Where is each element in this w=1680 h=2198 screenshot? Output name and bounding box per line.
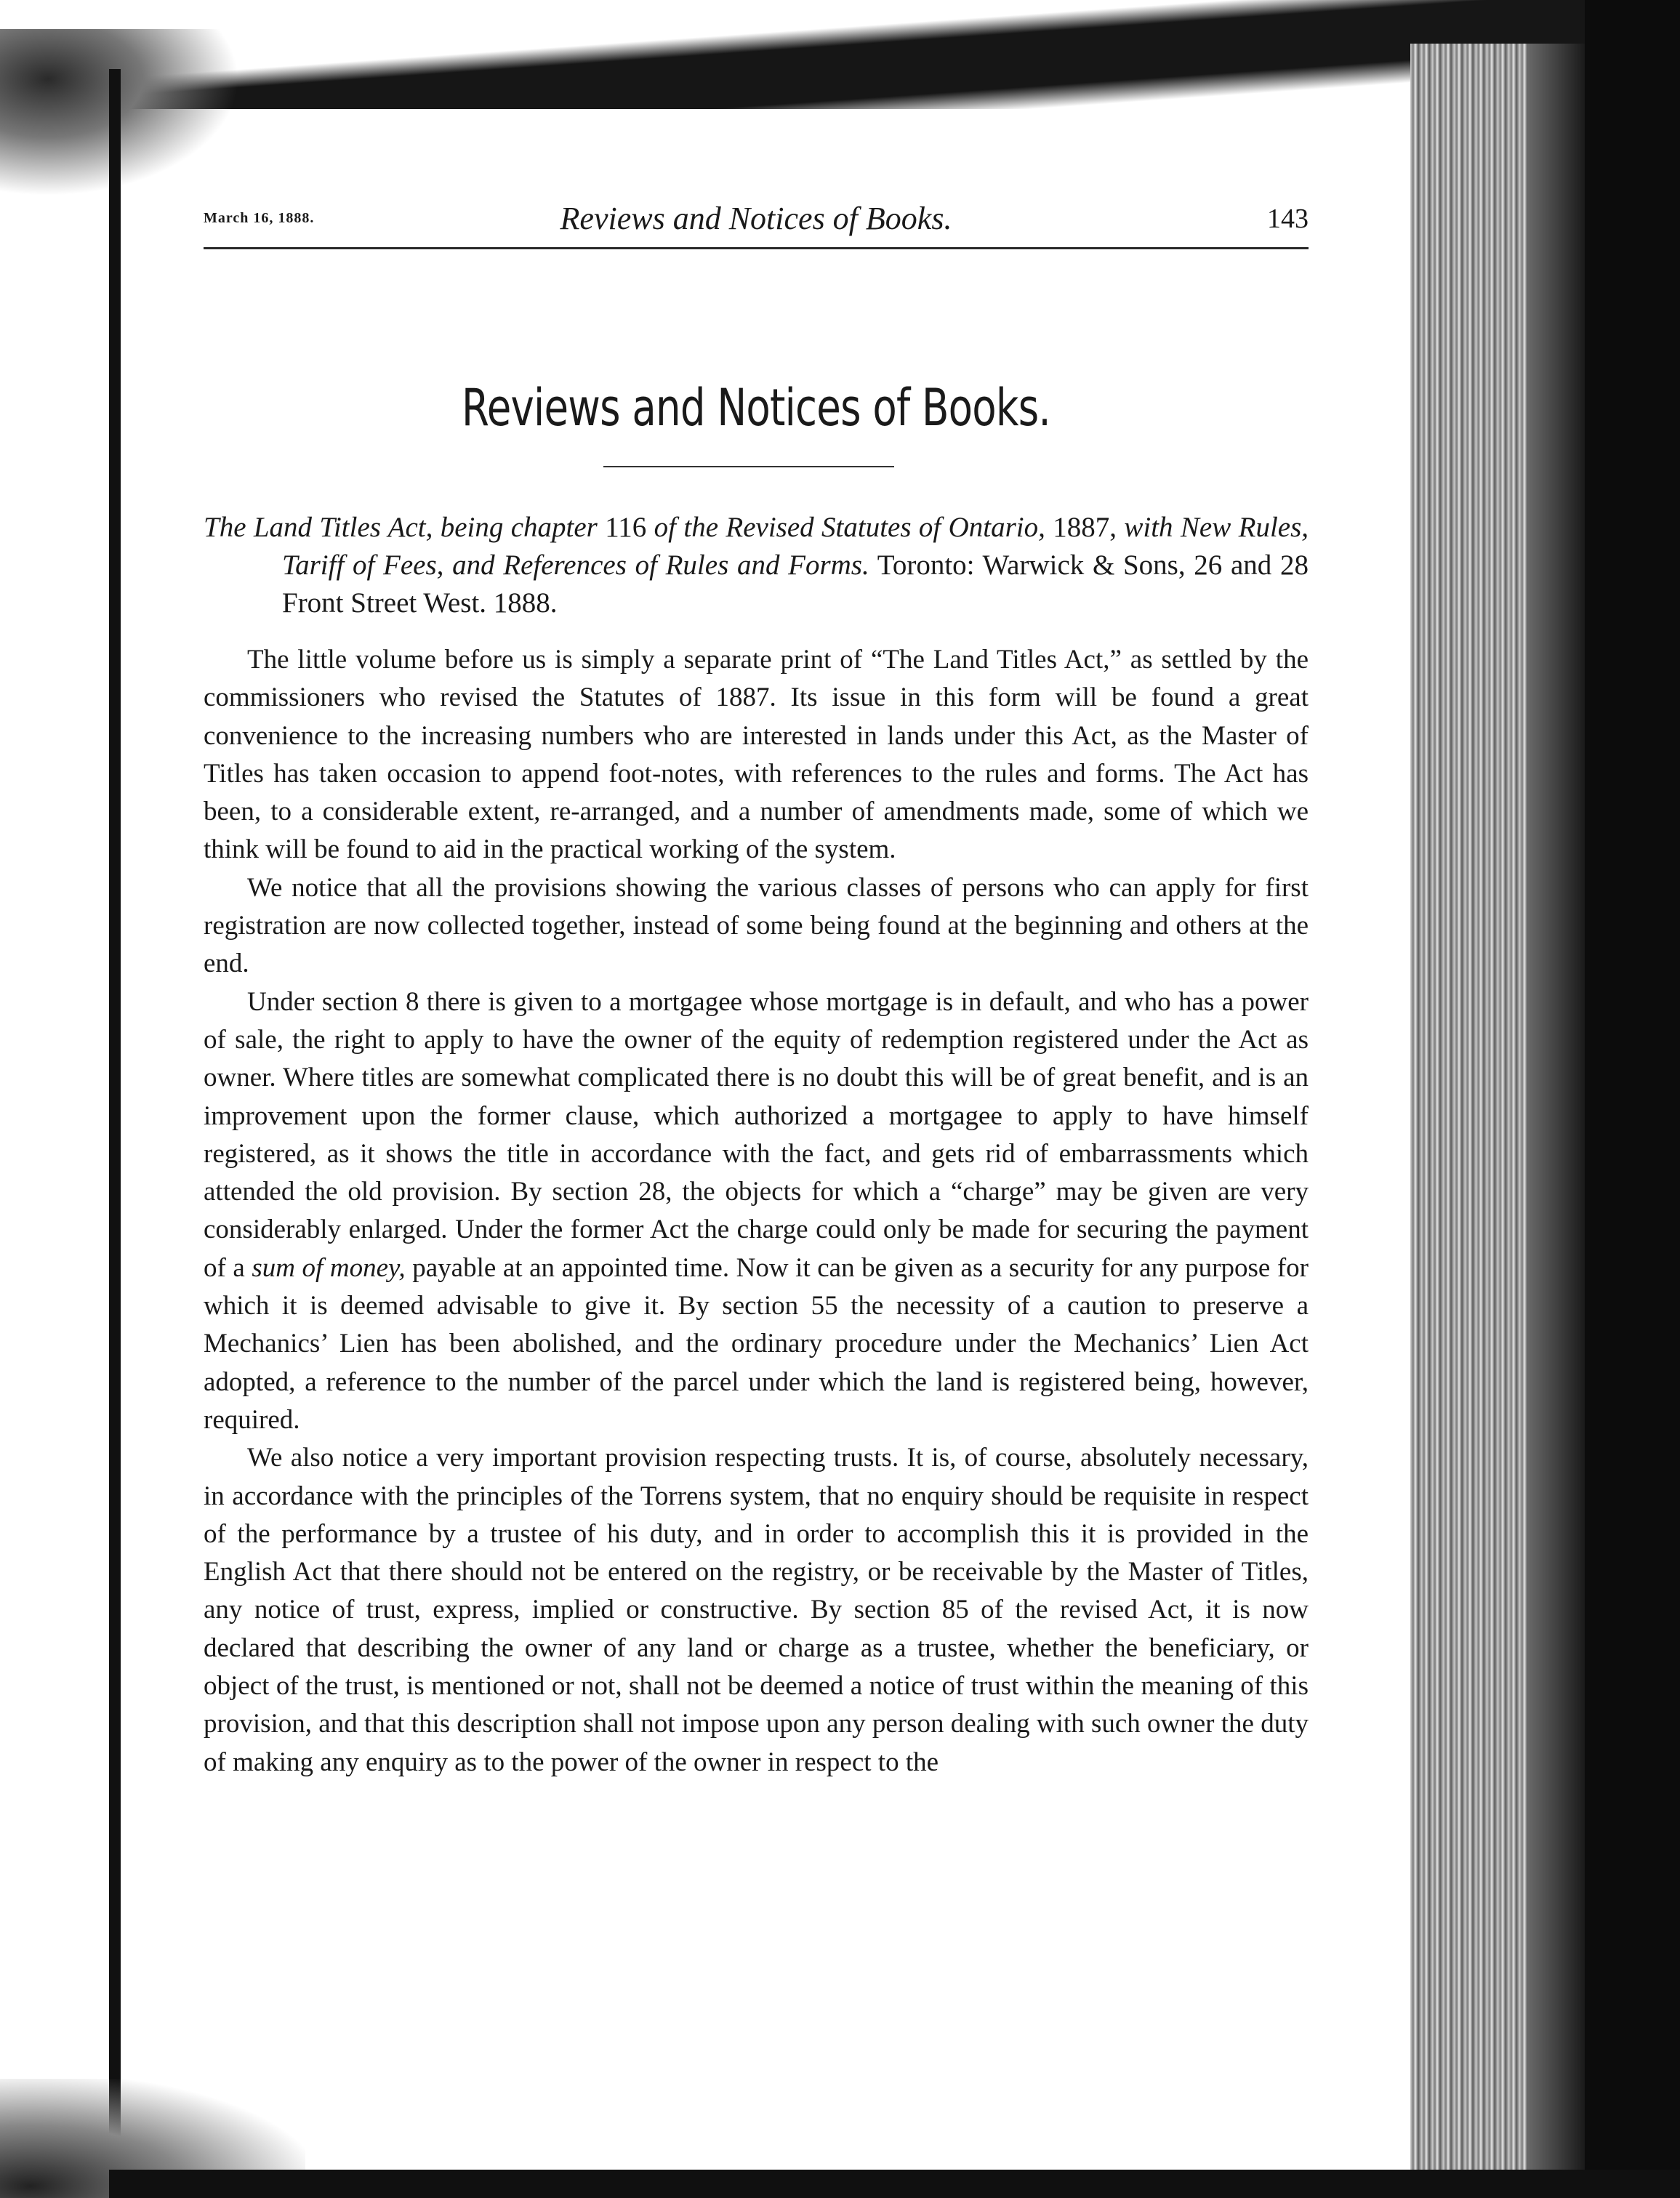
section-heading: Reviews and Notices of Books. xyxy=(462,378,1050,438)
header-rule xyxy=(204,247,1309,249)
running-head xyxy=(204,200,1309,243)
scan-edge-right-dark xyxy=(1585,0,1680,2198)
citation-chapter: 116 xyxy=(605,512,647,543)
paragraph: We also notice a very important provision respecting trusts. It is, of course, absolutely necessary, in accordance with the principles of the Torrens system, that no enquiry should be requisite in respect of the performance by a trustee of his duty, and in order to accomplish this it is provided in the English Act that there should not be entered on the registry, or be receivable by the Master of Titles, any notice of trust, express, implied or constructive. By section 85 of the revised Act, it is now declared that describing the owner of any land or charge as a trustee, whether the beneficiary, or object of the trust, is mentioned or not, shall not be deemed a notice of trust within the meaning of this provision, and that this description shall not impose upon any person dealing with such owner the duty of making any enquiry as to the power of the owner in respect to the xyxy=(204,1443,1309,1777)
citation-title-cont: of the Revised Statutes of Ontario, xyxy=(654,512,1045,543)
review-body xyxy=(204,641,1309,1782)
scan-edge-bottom xyxy=(109,2170,1680,2198)
emphasis-text: sum of money, xyxy=(252,1252,406,1283)
paragraph-text: Under section 8 there is given to a mortgagee whose mortgage is in default, and who has a power of sale, the right to apply to have the owner of the equity of redemption registered under the Act as owner. Where titles are somewhat complicated there is no doubt this will be of great benefit, and is an improvement upon the former clause, which authorized a mortgagee to apply to have himself registered, as it shows the title in accordance with the fact, and gets rid of embarrassments which attended the old provision. By section 28, the objects for which a “charge” may be given are very considerably enlarged. Under the former Act the charge could only be made for securing the payment of a xyxy=(204,986,1309,1283)
paragraph xyxy=(204,983,1309,1440)
citation-title: The Land Titles Act, being chapter xyxy=(204,512,598,543)
heading-rule xyxy=(603,466,894,467)
running-head-title: Reviews and Notices of Books. xyxy=(560,201,952,236)
paragraph: We notice that all the provisions showing the various classes of persons who can apply for first registration are now collected together, instead of some being found at the beginning and others at the end. xyxy=(204,872,1309,979)
citation-year: 1887, xyxy=(1053,512,1117,543)
book-citation xyxy=(204,509,1309,622)
citation-publisher: Toronto: Warwick & Sons, 26 and 28 Front Street West. 1888. xyxy=(282,550,1309,619)
page-number: 143 xyxy=(1267,204,1309,234)
page xyxy=(204,0,1309,2166)
paragraph: The little volume before us is simply a separate print of “The Land Titles Act,” as settled by the commissioners who revised the Statutes of 1887. Its issue in this form will be found a great convenience to the increasing numbers who are interested in lands under this Act, as the Master of Titles has taken occasion to append foot-notes, with references to the rules and forms. The Act has been, to a considerable extent, re-arranged, and a number of amendments made, some of which we think will be found to aid in the practical working of the system. xyxy=(204,645,1309,865)
scan-edge-right-shadow xyxy=(1527,44,1585,2198)
running-head-date: March 16, 1888. xyxy=(204,210,315,226)
scan-edge-left xyxy=(109,69,121,2170)
citation-title-rest: with New Rules, Tariff of Fees, and References of Rules and Forms. xyxy=(282,512,1309,581)
paragraph-text: payable at an appointed time. Now it can be given as a security for any purpose for which it is deemed advisable to give it. By section 55 the necessity of a caution to preserve a Mechanics’ Lien has been abolished, and the ordinary procedure under the Mechanics’ Lien Act adopted, a reference to the number of the parcel under which the land is registered being, however, required. xyxy=(204,1252,1309,1435)
